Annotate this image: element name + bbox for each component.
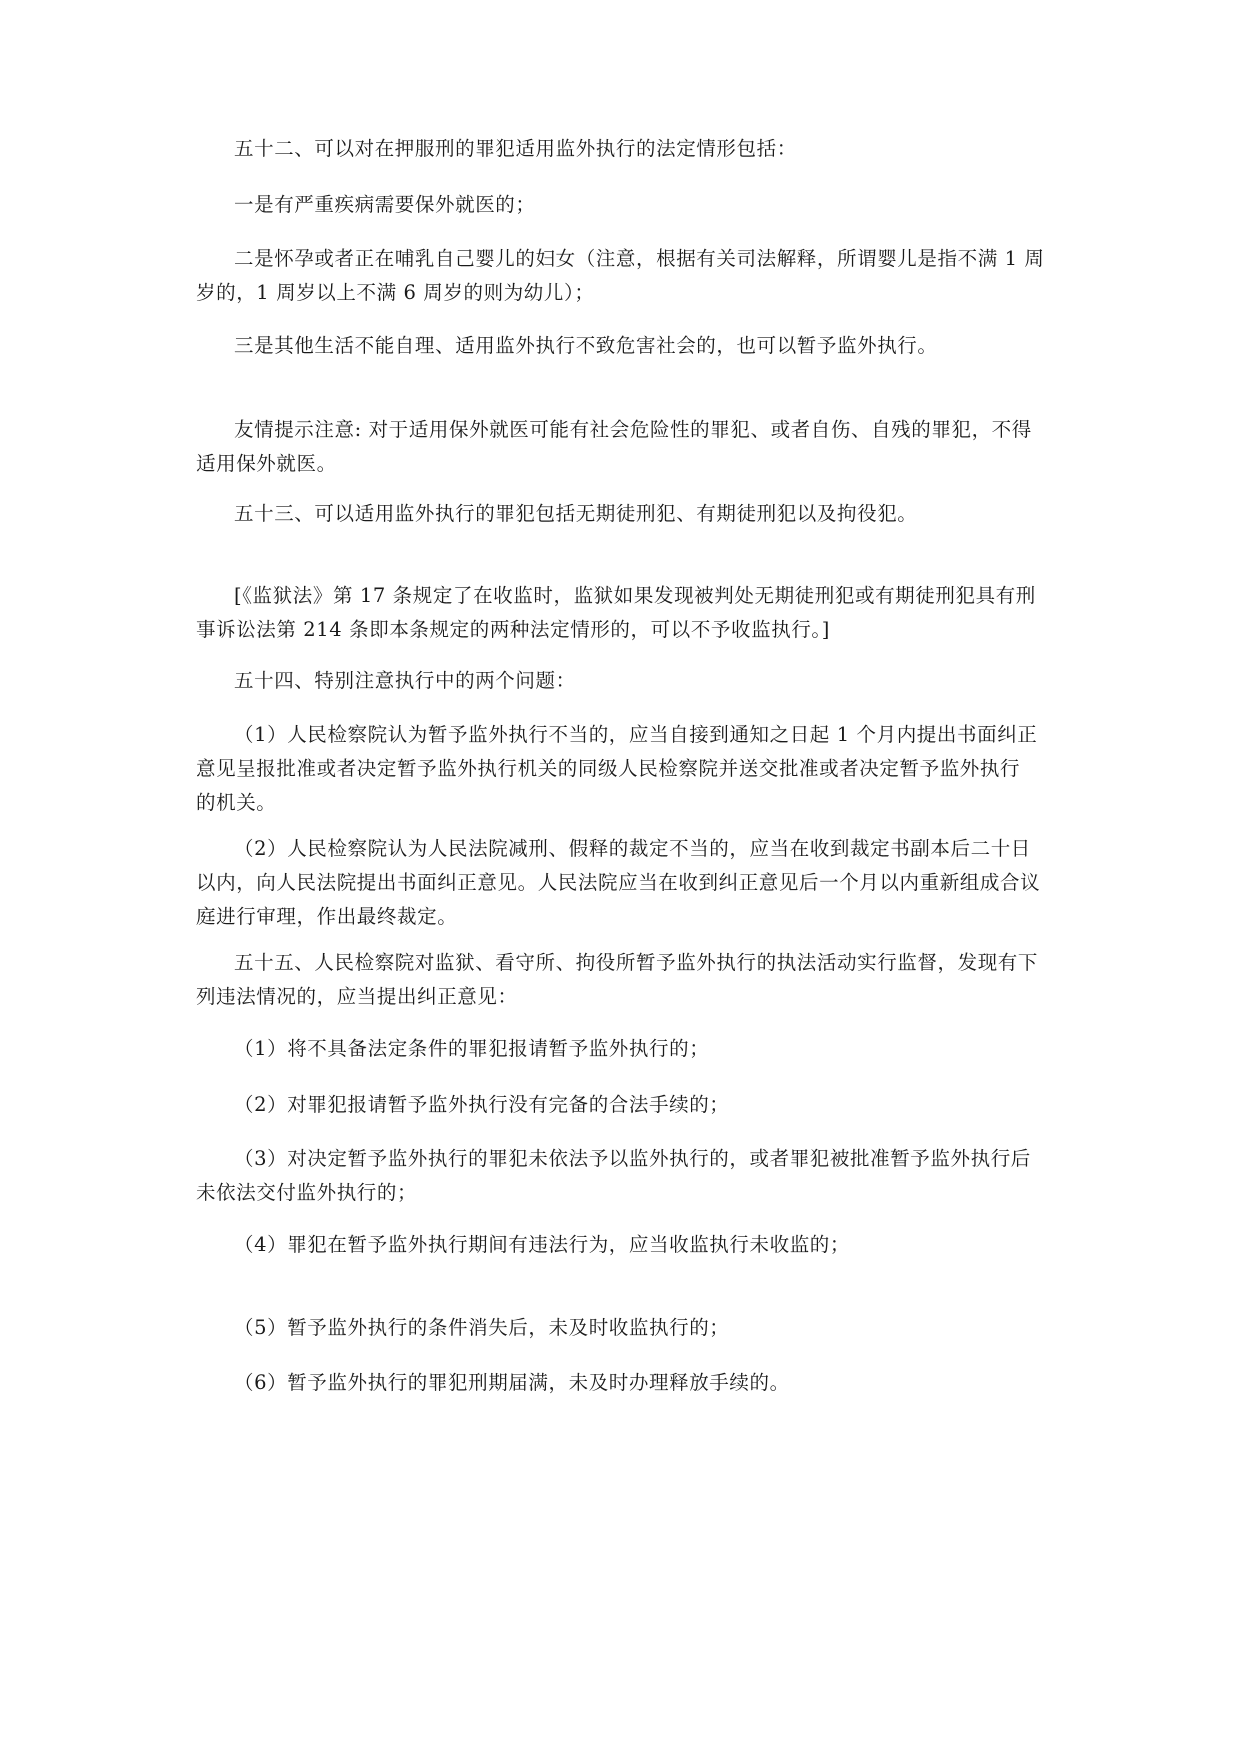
text-line: （2）人民检察院认为人民法院减刑、假释的裁定不当的，应当在收到裁定书副本后二十日	[234, 837, 1031, 860]
paragraph-55-intro	[196, 946, 1046, 1014]
paragraph-55-item-4	[196, 1228, 1046, 1262]
paragraph-54	[196, 664, 1046, 698]
text-line: 五十三、可以适用监外执行的罪犯包括无期徒刑犯、有期徒刑犯以及拘役犯。	[234, 502, 918, 525]
text-line: 岁的，1 周岁以上不满 6 周岁的则为幼儿）；	[196, 281, 595, 304]
text-line: 适用保外就医。	[196, 452, 337, 475]
text-line: （1）将不具备法定条件的罪犯报请暂予监外执行的；	[234, 1037, 710, 1060]
text-line: 未依法交付监外执行的；	[196, 1181, 418, 1204]
text-line: 事诉讼法第 214 条即本条规定的两种法定情形的，可以不予收监执行。]	[196, 618, 830, 641]
paragraph-prison-law-note	[196, 579, 1046, 647]
text-line: （3）对决定暂予监外执行的罪犯未依法予以监外执行的，或者罪犯被批准暂予监外执行后	[234, 1147, 1031, 1170]
paragraph-friendly-tip	[196, 413, 1046, 481]
text-line: 意见呈报批准或者决定暂予监外执行机关的同级人民检察院并送交批准或者决定暂予监外执行	[196, 757, 1021, 780]
paragraph-condition-2	[196, 242, 1046, 310]
text-line: [《监狱法》第 17 条规定了在收监时，监狱如果发现被判处无期徒刑犯或有期徒刑犯具有刑	[234, 584, 1036, 607]
text-line: 五十二、可以对在押服刑的罪犯适用监外执行的法定情形包括：	[234, 137, 797, 160]
text-line: 五十五、人民检察院对监狱、看守所、拘役所暂予监外执行的执法活动实行监督，发现有下	[234, 951, 1039, 974]
paragraph-condition-1	[196, 188, 1046, 222]
text-line: 友情提示注意: 对于适用保外就医可能有社会危险性的罪犯、或者自伤、自残的罪犯，不得	[234, 418, 1032, 441]
text-line: （5）暂予监外执行的条件消失后，未及时收监执行的；	[234, 1316, 730, 1339]
text-line: 一是有严重疾病需要保外就医的；	[234, 193, 536, 216]
text-line: 列违法情况的，应当提出纠正意见：	[196, 985, 518, 1008]
text-line: 庭进行审理，作出最终裁定。	[196, 905, 458, 928]
text-line: 二是怀孕或者正在哺乳自己婴儿的妇女（注意，根据有关司法解释，所谓婴儿是指不满 1 周	[234, 247, 1045, 270]
text-line: （6）暂予监外执行的罪犯刑期届满，未及时办理释放手续的。	[234, 1371, 790, 1394]
text-line: 的机关。	[196, 791, 277, 814]
text-line: （4）罪犯在暂予监外执行期间有违法行为，应当收监执行未收监的；	[234, 1233, 851, 1256]
paragraph-52-intro	[196, 132, 1046, 166]
text-line: 三是其他生活不能自理、适用监外执行不致危害社会的，也可以暂予监外执行。	[234, 334, 938, 357]
paragraph-54-item-1	[196, 718, 1046, 820]
paragraph-55-item-2	[196, 1088, 1046, 1122]
paragraph-condition-3	[196, 329, 1046, 363]
text-line: （1）人民检察院认为暂予监外执行不当的，应当自接到通知之日起 1 个月内提出书面纠正	[234, 723, 1038, 746]
paragraph-55-item-6	[196, 1366, 1046, 1400]
text-line: （2）对罪犯报请暂予监外执行没有完备的合法手续的；	[234, 1093, 730, 1116]
text-line: 以内，向人民法院提出书面纠正意见。人民法院应当在收到纠正意见后一个月以内重新组成合议	[196, 871, 1041, 894]
paragraph-55-item-5	[196, 1311, 1046, 1345]
paragraph-55-item-1	[196, 1032, 1046, 1066]
text-line: 五十四、特别注意执行中的两个问题：	[234, 669, 576, 692]
paragraph-53	[196, 497, 1046, 531]
paragraph-55-item-3	[196, 1142, 1046, 1210]
paragraph-54-item-2	[196, 832, 1046, 934]
